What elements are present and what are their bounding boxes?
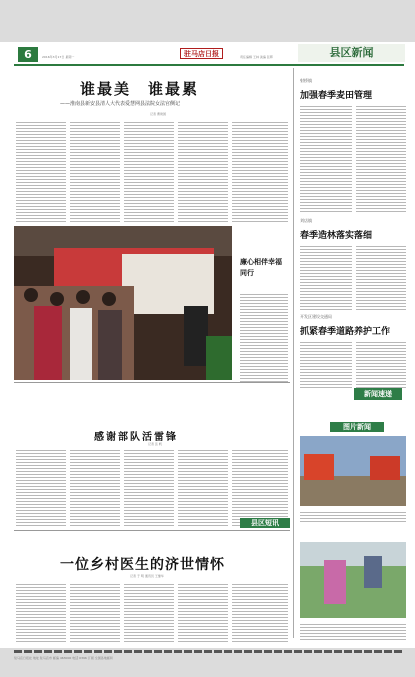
date-line: 2016年3月17日 星期一 (42, 55, 75, 59)
editor-line: 责任编辑 王林 美编 张辉 (240, 55, 273, 59)
divider-1 (14, 382, 290, 383)
sidebar-item3-title: 抓紧春季道路养护工作 (300, 327, 391, 337)
sidebar-item3-text-col1 (300, 340, 352, 388)
sidebar-item1-title: 加强春季麦田管理 (300, 91, 373, 101)
sidebar-photo2 (300, 542, 406, 618)
sidebar-item3-text-col2 (356, 340, 406, 388)
lead-photo (14, 226, 232, 380)
lead-text-col1 (16, 120, 66, 222)
divider-2 (14, 530, 290, 531)
story3-text-col5 (232, 582, 288, 642)
page-footer (0, 648, 415, 677)
story2-text-col2 (70, 448, 120, 528)
story3-text-col2 (70, 582, 120, 642)
story3-byline: 记者 于 明 通讯员 王继华 (130, 574, 164, 578)
story2-text-col4 (178, 448, 228, 528)
sidebar-banner1: 新闻速递 (354, 388, 402, 400)
footer-text-line (14, 650, 404, 653)
sidebar-item1-kicker: 射桥镇 (300, 78, 312, 83)
sidebar-item2-text-col2 (356, 244, 406, 310)
lead-text-col3 (124, 120, 174, 222)
sidebar-item1-text-col1 (300, 104, 352, 212)
page-header (0, 42, 415, 64)
story3-headline: 一位乡村医生的济世情怀 (60, 557, 225, 573)
sidebar-item1-text-col2 (356, 104, 406, 212)
sidebar-banner2: 图片新闻 (330, 422, 384, 432)
sidebar-divider (293, 68, 294, 638)
story3-text-col3 (124, 582, 174, 642)
sidebar-photo1-caption (300, 510, 406, 524)
story2-text-col3 (124, 448, 174, 528)
photo-caption-text (240, 292, 288, 382)
lead-text-col4 (178, 120, 228, 222)
footer-text: 驻马店日报社 地址 驻马店市 邮编 463000 电话 0396 订阅 全国各地邮局 (14, 656, 113, 660)
story3-text-col4 (178, 582, 228, 642)
story2-headline: 感谢部队活雷锋 (94, 432, 178, 443)
lead-headline: 谁最美 谁最累 (80, 80, 200, 98)
lead-text-col5 (232, 120, 288, 222)
lead-subtitle: ——淮南县新安县清人大代表爱慧网县法院女法官侧记 (60, 101, 181, 107)
lead-byline: 记者 曹建国 (150, 112, 166, 116)
sidebar-item2-kicker: 刘店镇 (300, 218, 312, 223)
story2-byline: 记者 张 帆 (148, 442, 162, 446)
sidebar-item2-text-col1 (300, 244, 352, 310)
story3-text-col1 (16, 582, 66, 642)
sidebar-photo2-caption (300, 622, 406, 640)
newspaper-page (0, 42, 415, 648)
sidebar-item3-kicker: 开发区建设交通局 (300, 314, 332, 319)
lead-text-col2 (70, 120, 120, 222)
page-number: 6 (18, 47, 38, 62)
masthead: 驻马店日报 (180, 48, 223, 59)
sidebar-item2-title: 春季造林落实落细 (300, 231, 373, 241)
story2-text-col1 (16, 448, 66, 528)
header-rule (14, 64, 404, 66)
photo-caption-title: 廉心相伴幸福同行 (240, 257, 282, 277)
sidebar-banner3: 县区短讯 (240, 518, 290, 528)
sidebar-photo1 (300, 436, 406, 506)
section-title: 县区新闻 (298, 44, 405, 62)
story2-text-col5 (232, 448, 288, 528)
